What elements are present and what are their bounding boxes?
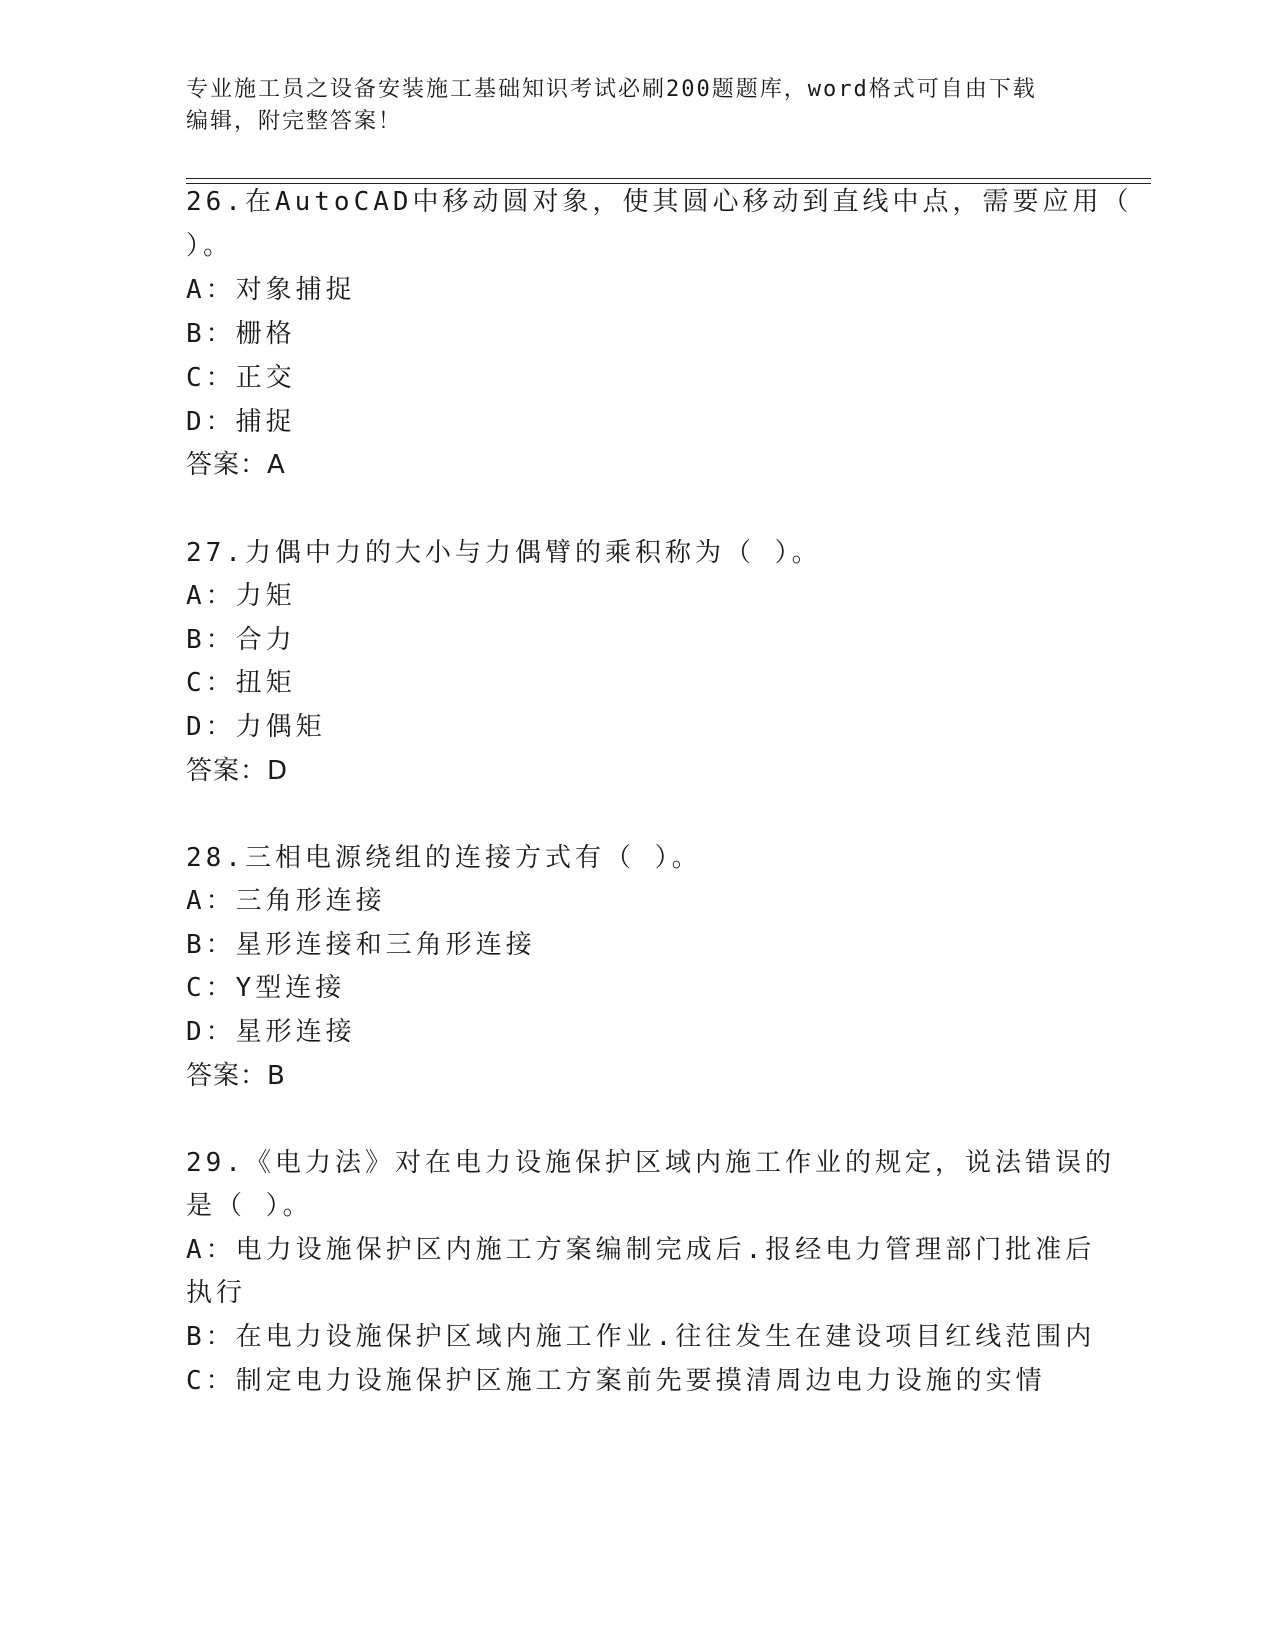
question-26-answer: 答案：A	[186, 450, 286, 480]
question-27-option-d: D：力偶矩	[186, 712, 326, 742]
question-29-option-a-line1: A：电力设施保护区内施工方案编制完成后.报经电力管理部门批准后	[186, 1235, 1096, 1265]
question-28-answer: 答案：B	[186, 1061, 286, 1091]
question-28-option-c: C：Y型连接	[186, 973, 346, 1003]
header-title-line1: 专业施工员之设备安装施工基础知识考试必刷200题题库，word格式可自由下载	[186, 77, 1037, 102]
question-29-stem-line2: 是（ ）。	[186, 1191, 313, 1221]
question-29-option-c: C：制定电力设施保护区施工方案前先要摸清周边电力设施的实情	[186, 1366, 1046, 1396]
question-26-option-d: D：捕捉	[186, 407, 296, 437]
question-26-stem-line2: ）。	[186, 231, 234, 261]
question-26-option-a: A：对象捕捉	[186, 275, 356, 305]
header-divider-top	[186, 178, 1151, 179]
question-26-option-c: C：正交	[186, 363, 296, 393]
question-26-option-b: B：栅格	[186, 319, 296, 349]
question-28-option-d: D：星形连接	[186, 1017, 356, 1047]
question-27-answer: 答案：D	[186, 756, 289, 786]
question-28-option-b: B：星形连接和三角形连接	[186, 930, 536, 960]
question-28-option-a: A：三角形连接	[186, 886, 386, 916]
question-26-stem-line1: 26.在AutoCAD中移动圆对象，使其圆心移动到直线中点，需要应用（	[186, 187, 1133, 217]
question-29-option-b: B：在电力设施保护区域内施工作业.往往发生在建设项目红线范围内	[186, 1322, 1096, 1352]
question-28-stem-line1: 28.三相电源绕组的连接方式有（ ）。	[186, 843, 702, 873]
question-27-option-a: A：力矩	[186, 581, 296, 611]
header-title-line2: 编辑，附完整答案！	[186, 109, 403, 134]
question-29-option-a-line2: 执行	[186, 1278, 247, 1308]
question-27-stem-line1: 27.力偶中力的大小与力偶臂的乘积称为（ ）。	[186, 538, 822, 568]
question-27-option-b: B：合力	[186, 625, 296, 655]
question-27-option-c: C：扭矩	[186, 668, 296, 698]
document-header	[186, 74, 1086, 138]
question-29-stem-line1: 29.《电力法》对在电力设施保护区域内施工作业的规定，说法错误的	[186, 1148, 1115, 1178]
